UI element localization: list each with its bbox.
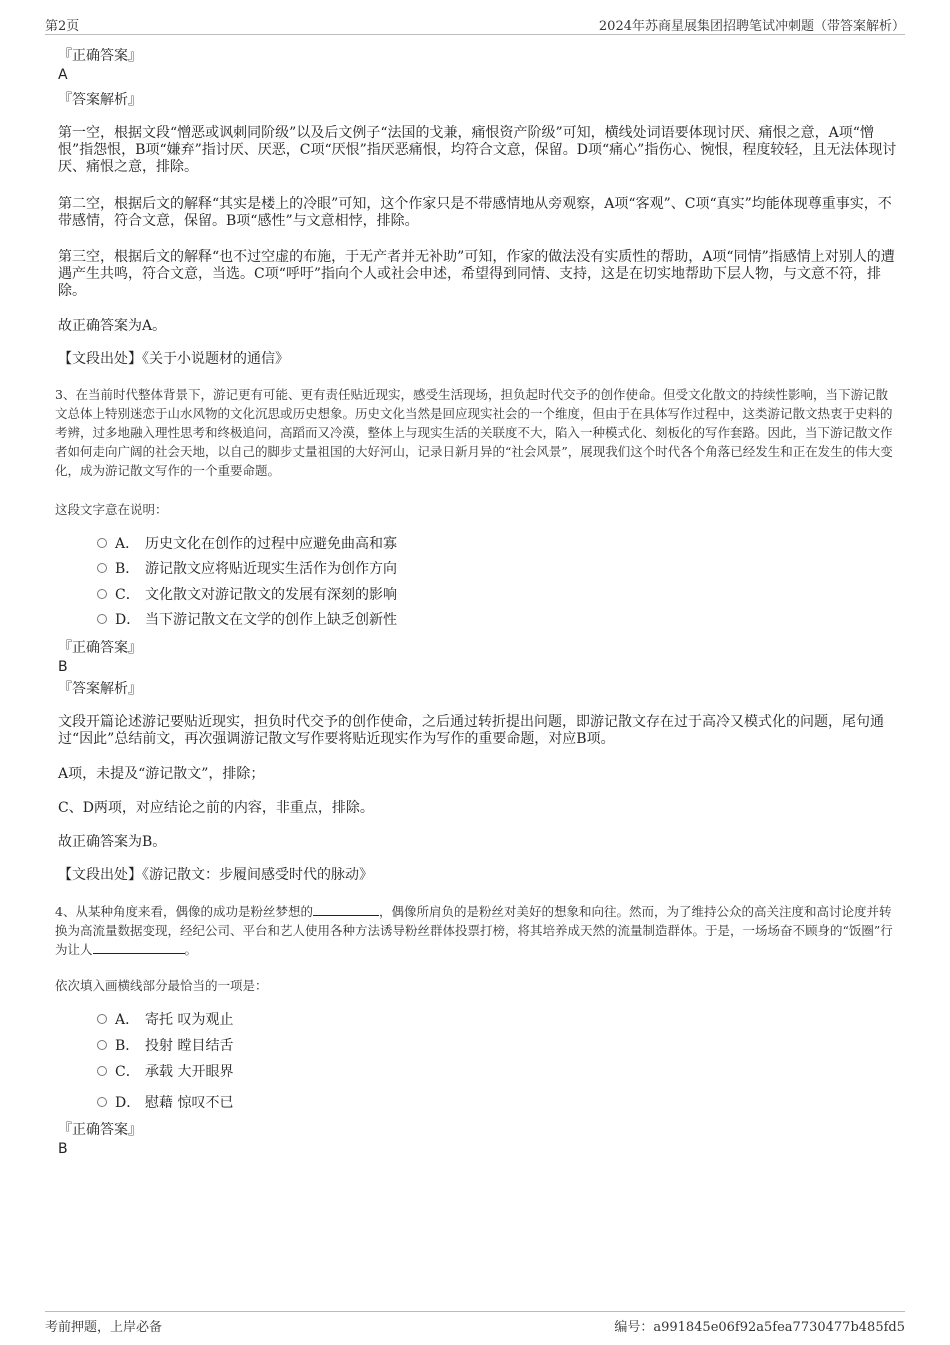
answer-value: B bbox=[58, 659, 68, 675]
answer-label: 『正确答案』 bbox=[58, 640, 142, 656]
option-a[interactable]: A． 历史文化在创作的过程中应避免曲高和寡 bbox=[97, 534, 397, 554]
footer-slogan: 考前押题，上岸必备 bbox=[45, 1320, 163, 1335]
analysis-paragraph: C、D两项，对应结论之前的内容，非重点，排除。 bbox=[58, 800, 374, 816]
source-line: 【文段出处】《游记散文：步履间感受时代的脉动》 bbox=[58, 867, 373, 883]
analysis-paragraph: A项，未提及“游记散文”，排除； bbox=[58, 766, 265, 782]
option-b[interactable]: B． 游记散文应将贴近现实生活作为创作方向 bbox=[97, 559, 397, 579]
page-header bbox=[45, 14, 905, 35]
option-c[interactable]: C． 承载 大开眼界 bbox=[97, 1062, 233, 1082]
analysis-label: 『答案解析』 bbox=[58, 92, 142, 108]
option-d[interactable]: D． 当下游记散文在文学的创作上缺乏创新性 bbox=[97, 610, 397, 630]
question-prompt: 依次填入画横线部分最恰当的一项是： bbox=[55, 978, 268, 993]
option-c[interactable]: C． 文化散文对游记散文的发展有深刻的影响 bbox=[97, 585, 397, 605]
analysis-paragraph: 第一空，根据文段“憎恶或讽刺同阶级”以及后文例子“法国的戈兼，痛恨资产阶级”可知，横线处词语要体现讨厌、痛恨之意，A项“憎恨”指怨恨，B项“嫌弃”指讨厌、厌恶，C项“厌恨”指厌恶痛恨，均符合文意，保留。D项“痛心”指伤心、惋恨，程度较轻，且无法体现讨厌、痛恨之意，排除。 bbox=[58, 125, 897, 175]
analysis-paragraph: 第三空，根据后文的解释“也不过空虚的布施，于无产者并无补助”可知，作家的做法没有实质性的帮助，A项“同情”指感情上对别人的遭遇产生共鸣，符合文意，当选。C项“呼吁”指向个人或社会申述，希望得到同情、支持，这是在切实地帮助下层人物，与文意不符，排除。 bbox=[58, 249, 895, 299]
source-line: 【文段出处】《关于小说题材的通信》 bbox=[58, 351, 289, 367]
radio-icon[interactable] bbox=[97, 1097, 107, 1107]
option-a[interactable]: A． 寄托 叹为观止 bbox=[97, 1010, 233, 1030]
answer-label: 『正确答案』 bbox=[58, 48, 142, 64]
question-prompt: 这段文字意在说明： bbox=[55, 502, 168, 517]
analysis-conclusion: 故正确答案为B。 bbox=[58, 834, 167, 850]
analysis-paragraph: 文段开篇论述游记要贴近现实，担负时代交予的创作使命，之后通过转折提出问题，即游记散文存在过于高冷又模式化的问题，尾句通过“因此”总结前文，再次强调游记散文写作要将贴近现实作为写作的重要命题，对应B项。 bbox=[58, 714, 884, 747]
radio-icon[interactable] bbox=[97, 614, 107, 624]
radio-icon[interactable] bbox=[97, 538, 107, 548]
answer-label: 『正确答案』 bbox=[58, 1122, 142, 1138]
question-stem: 3、在当前时代整体背景下，游记更有可能、更有责任贴近现实，感受生活现场，担负起时代交予的创作使命。但受文化散文的持续性影响，当下游记散文总体上特别迷恋于山水风物的文化沉思或历史想象。历史文化当然是回应现实社会的一个维度，但由于在具体写作过程中，这类游记散文热衷于史料的考辨，过多地融入理性思考和终极追问，高蹈而又冷漠，整体上与现实生活的关联度不大，陷入一种模式化、刻板化的写作套路。因此，当下游记散文作者如何走向广阔的社会天地，以自己的脚步丈量祖国的大好河山，记录日新月异的“社会风景”，展现我们这个时代各个角落已经发生和正在发生的伟大变化，成为游记散文写作的一个重要命题。 bbox=[55, 387, 893, 478]
analysis-label: 『答案解析』 bbox=[58, 681, 142, 697]
radio-icon[interactable] bbox=[97, 1066, 107, 1076]
radio-icon[interactable] bbox=[97, 1014, 107, 1024]
option-b[interactable]: B． 投射 瞠目结舌 bbox=[97, 1036, 233, 1056]
question-stem: 4、从某种角度来看，偶像的成功是粉丝梦想的 ，偶像所肩负的是粉丝对美好的想象和向往。然而，为了维持公众的高关注度和高讨论度并转换为高流量数据变现，经纪公司、平台和艺人使用各种方法诱导粉丝群体投票打榜，将其培养成天然的流量制造群体。于是，一场场奋不顾身的“饭圈”行为让人 。 bbox=[55, 904, 893, 957]
radio-icon[interactable] bbox=[97, 563, 107, 573]
page-footer bbox=[45, 1311, 905, 1334]
page-number: 第2页 bbox=[45, 19, 80, 34]
radio-icon[interactable] bbox=[97, 1040, 107, 1050]
document-title: 2024年苏商星展集团招聘笔试冲刺题（带答案解析） bbox=[598, 19, 905, 34]
document-id: 编号：a991845e06f92a5fea7730477b485fd5 bbox=[614, 1320, 905, 1335]
answer-value: B bbox=[58, 1141, 68, 1157]
analysis-paragraph: 第二空，根据后文的解释“其实是楼上的冷眼”可知，这个作家只是不带感情地从旁观察，A项“客观”、C项“真实”均能体现尊重事实，不带感情，符合文意，保留。B项“感性”与文意相悖，排除。 bbox=[58, 196, 892, 229]
fill-blank-2 bbox=[93, 942, 185, 954]
option-d[interactable]: D． 慰藉 惊叹不已 bbox=[97, 1093, 233, 1113]
radio-icon[interactable] bbox=[97, 589, 107, 599]
fill-blank-1 bbox=[313, 904, 379, 916]
analysis-conclusion: 故正确答案为A。 bbox=[58, 318, 167, 334]
answer-value: A bbox=[58, 67, 68, 83]
